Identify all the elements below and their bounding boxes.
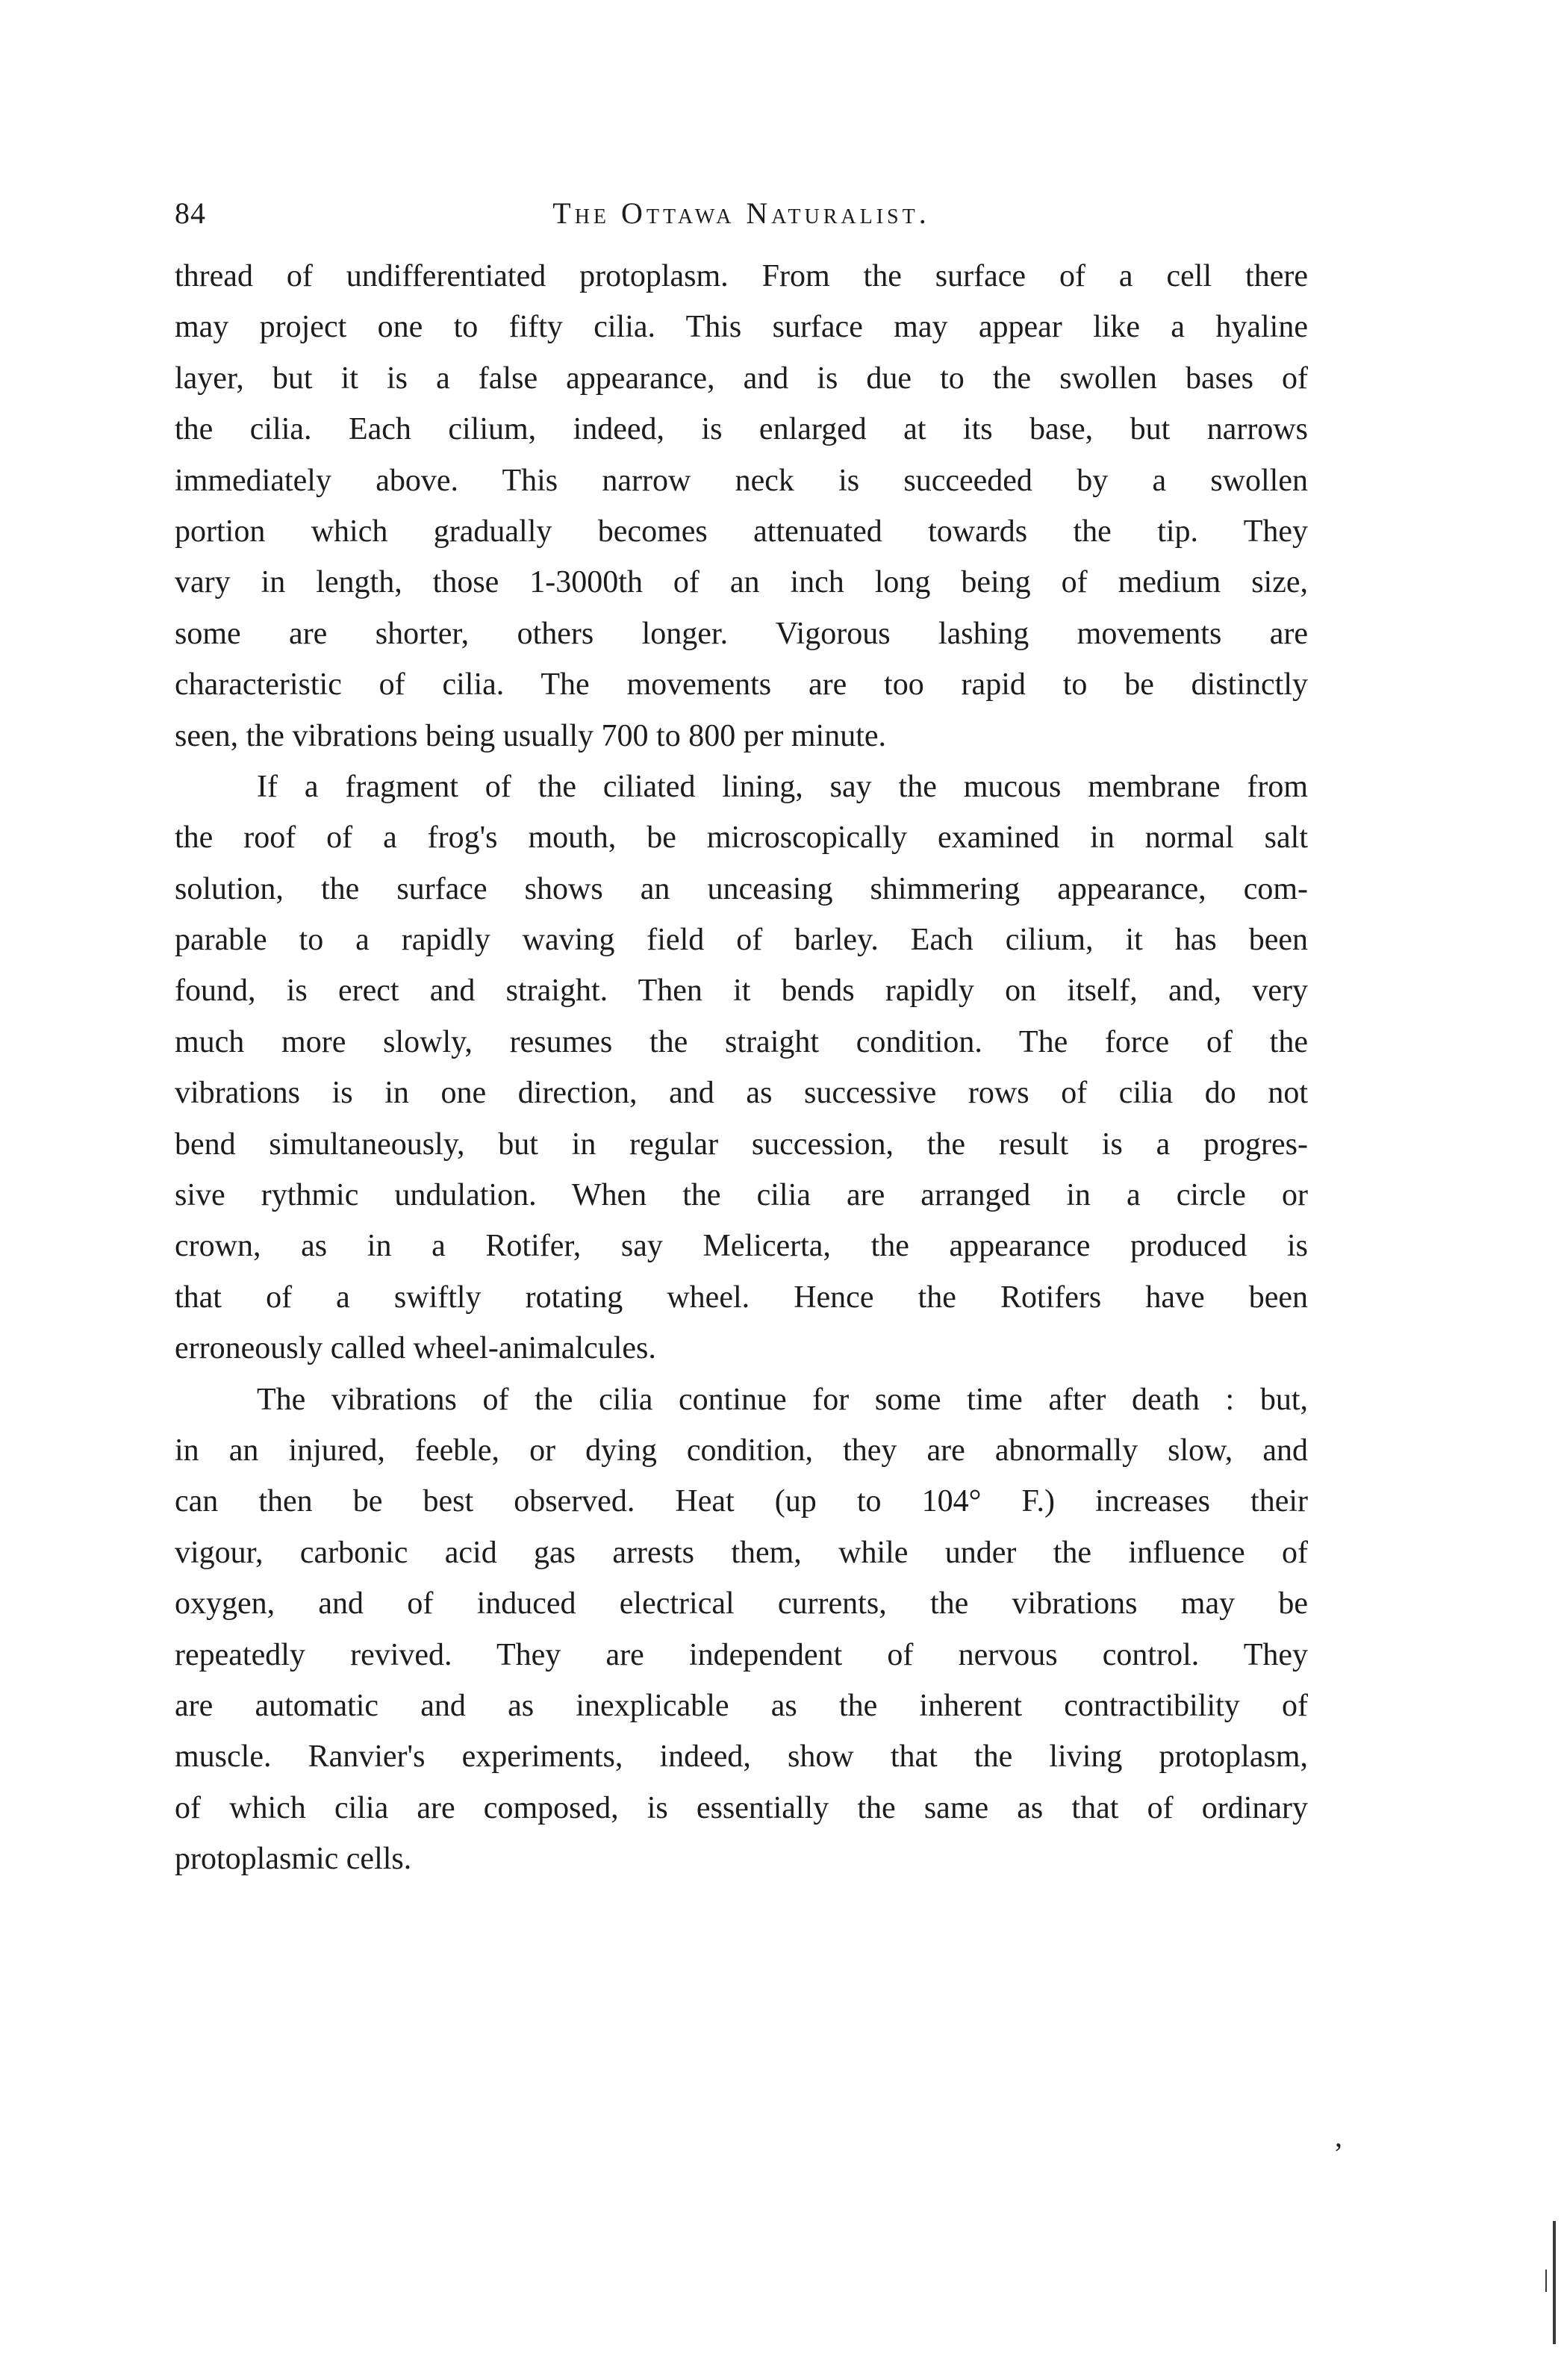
text-line: vibrations is in one direction, and as successive rows of cilia do not xyxy=(175,1076,1308,1111)
text-line: oxygen, and of induced electrical currents, the vibrations may be xyxy=(175,1586,1308,1622)
text-line: repeatedly revived. They are independent of nervous control. They xyxy=(175,1637,1308,1672)
text-line: can then be best observed. Heat (up to 104° F.) increases their xyxy=(175,1484,1308,1519)
running-title: The Ottawa Naturalist. xyxy=(552,196,930,230)
text-line: solution, the surface shows an unceasing shimmering appearance, com- xyxy=(175,871,1308,906)
text-line: that of a swiftly rotating wheel. Hence the Rotifers have been xyxy=(175,1280,1308,1315)
text-line: characteristic of cilia. The movements are too rapid to be distinctly xyxy=(175,667,1308,703)
text-line: bend simultaneously, but in regular succession, the result is a progres- xyxy=(175,1127,1308,1162)
text-line: the cilia. Each cilium, indeed, is enlarged at its base, but narrows xyxy=(175,412,1308,447)
text-line: erroneously called wheel-animalcules. xyxy=(175,1331,656,1366)
page-header xyxy=(175,196,1308,240)
text-line: vary in length, those 1-3000th of an inch long being of medium size, xyxy=(175,565,1308,600)
text-line: If a fragment of the ciliated lining, say the mucous membrane from xyxy=(257,769,1308,804)
text-line: are automatic and as inexplicable as the inherent contractibility of xyxy=(175,1688,1308,1723)
text-line: the roof of a frog's mouth, be microscopically examined in normal salt xyxy=(175,820,1308,856)
text-line: protoplasmic cells. xyxy=(175,1842,412,1877)
text-line: some are shorter, others longer. Vigorous lashing movements are xyxy=(175,616,1308,651)
text-line: portion which gradually becomes attenuated towards the tip. They xyxy=(175,514,1308,549)
text-line: parable to a rapidly waving field of barley. Each cilium, it has been xyxy=(175,923,1308,958)
text-line: immediately above. This narrow neck is succeeded by a swollen xyxy=(175,463,1308,498)
body-text xyxy=(175,251,1308,1885)
text-line: seen, the vibrations being usually 700 to 800 per minute. xyxy=(175,718,886,753)
text-line: may project one to fifty cilia. This surface may appear like a hyaline xyxy=(175,310,1308,345)
text-line: crown, as in a Rotifer, say Melicerta, the appearance produced is xyxy=(175,1229,1308,1264)
text-line: thread of undifferentiated protoplasm. From the surface of a cell there xyxy=(175,259,1308,293)
text-line: vigour, carbonic acid gas arrests them, while under the influence of xyxy=(175,1535,1308,1570)
text-line: sive rythmic undulation. When the cilia are arranged in a circle or xyxy=(175,1178,1308,1213)
text-line: layer, but it is a false appearance, and is due to the swollen bases of xyxy=(175,361,1308,396)
page-number: 84 xyxy=(175,196,206,230)
text-line: muscle. Ranvier's experiments, indeed, show that the living protoplasm, xyxy=(175,1739,1308,1775)
text-line: The vibrations of the cilia continue for some time after death : but, xyxy=(257,1382,1308,1417)
text-line: of which cilia are composed, is essentially the same as that of ordinary xyxy=(175,1790,1308,1825)
text-line: in an injured, feeble, or dying condition, they are abnormally slow, and xyxy=(175,1433,1308,1468)
text-line: much more slowly, resumes the straight condition. The force of the xyxy=(175,1024,1308,1059)
stray-mark: , xyxy=(1335,2119,1342,2153)
scan-edge-mark xyxy=(1545,2270,1547,2292)
scan-edge-mark xyxy=(1553,2221,1556,2344)
text-line: found, is erect and straight. Then it bends rapidly on itself, and, very xyxy=(175,974,1308,1009)
